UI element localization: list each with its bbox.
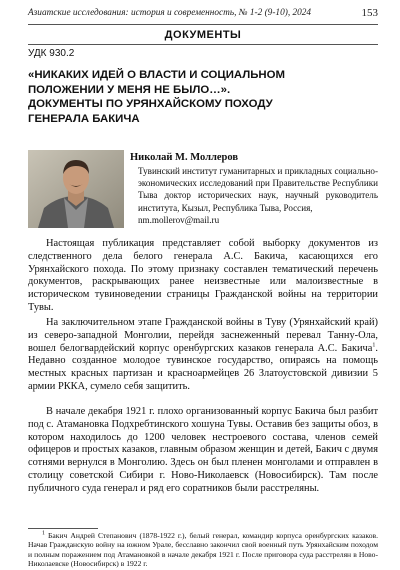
section-title: ДОКУМЕНТЫ	[164, 29, 242, 41]
paragraph-text: Недавно созданное молодое тувинское государство, опираясь на помощь местных красных партизан и красноармейцев 26 Златоустовской дивизии 5 армии РККА, сумело себя защитить.	[28, 355, 378, 392]
section-rule	[28, 44, 378, 45]
author-email: nm.mollerov@mail.ru	[138, 214, 220, 225]
article-title-line: ГЕНЕРАЛА БАКИЧА	[28, 112, 140, 125]
article-title-line: ДОКУМЕНТЫ ПО УРЯНХАЙСКОМУ ПОХОДУ	[28, 98, 273, 111]
article-title-line: «НИКАКИХ ИДЕЙ О ВЛАСТИ И СОЦИАЛЬНОМ	[28, 69, 286, 81]
body-paragraph: В начале декабря 1921 г. плохо организованный корпус Бакича был разбит под с. Атамановка Подхребтинского хошуна Тувы. Оставив без защиты обоз, в котором находилось до 1200 человек нестроевого состава, членов семей офицеров и простых казаков, главным образом женщин и детей, Бакич с двумя сотнями вернулся в Монголию. Здесь он был пленен монголами и отправлен в столицу советской Сибири г. Ново-Николаевск (Новосибирск). Там после публичного суда генерал и ряд его соратников были расстреляны.	[28, 406, 378, 494]
journal-title: Азиатские исследования: история и современность, № 1-2 (9-10), 2024	[28, 8, 312, 18]
author-portrait-image	[28, 150, 124, 228]
paragraph-text: На заключительном этапе Гражданской войны в Туву (Урянхайский край) из северо-западной Монголии, перейдя заснеженный перевал Танну-Ола, вошел белогвардейский корпус оренбургских казаков генерала А.С. Бакича	[28, 317, 378, 354]
article-title	[28, 68, 378, 126]
footnote	[28, 531, 378, 569]
udk-code: УДК 930.2	[28, 48, 75, 59]
affiliation-text: Тувинский институт гуманитарных и прикладных социально-экономических исследований при Правительстве Республики Тыва доктор исторических наук, научный руководитель института, Кызыл, Республика Тыва, Россия,	[138, 166, 378, 213]
page-number: 153	[361, 7, 378, 19]
running-header	[28, 6, 378, 22]
body-paragraph: Настоящая публикация представляет собой выборку документов из следственного дела белого генерала А.С. Бакича, касающихся его Урянхайского похода. По этому признаку составлен тематический перечень документов, раскрывающих ранее неизвестные или малоизвестные в историческом тувиноведении страницы Гражданской войны на территории Тувы.	[28, 238, 378, 313]
article-title-line: ПОЛОЖЕНИИ У МЕНЯ НЕ БЫЛО…».	[28, 83, 231, 96]
header-rule	[28, 24, 378, 25]
footnote-text: Бакич Андрей Степанович (1878-1922 г.), белый генерал, командир корпуса оренбургских казаков. Начав Гражданскую войну на южном Урале, бесславно закончил свой военный путь Урянхайским походом и полным поражением под Атамановкой в начале декабря 1921 г. После приговора суда расстрелян в Ново-Николаевске (Новосибирск) в 1922 г.	[28, 531, 378, 569]
footnote-number: 1	[42, 530, 45, 537]
body-paragraph: На заключительном этапе Гражданской войны в Туву (Урянхайский край) из северо-западной Монголии, перейдя заснеженный перевал Танну-Ола, вошел белогвардейский корпус оренбургских казаков генерала А.С. Бакича$^1$. Недавно созданное молодое тувинское государство, опираясь на помощь местных красных партизан и красноармейцев 26 Златоустовской дивизии 5 армии РККА, сумело себя защитить.	[28, 317, 378, 392]
footnote-marker: 1	[372, 342, 376, 349]
author-photo	[28, 150, 124, 228]
footnote-rule	[28, 528, 98, 529]
author-affiliation	[138, 165, 378, 226]
author-name: Николай М. Моллеров	[130, 152, 239, 163]
